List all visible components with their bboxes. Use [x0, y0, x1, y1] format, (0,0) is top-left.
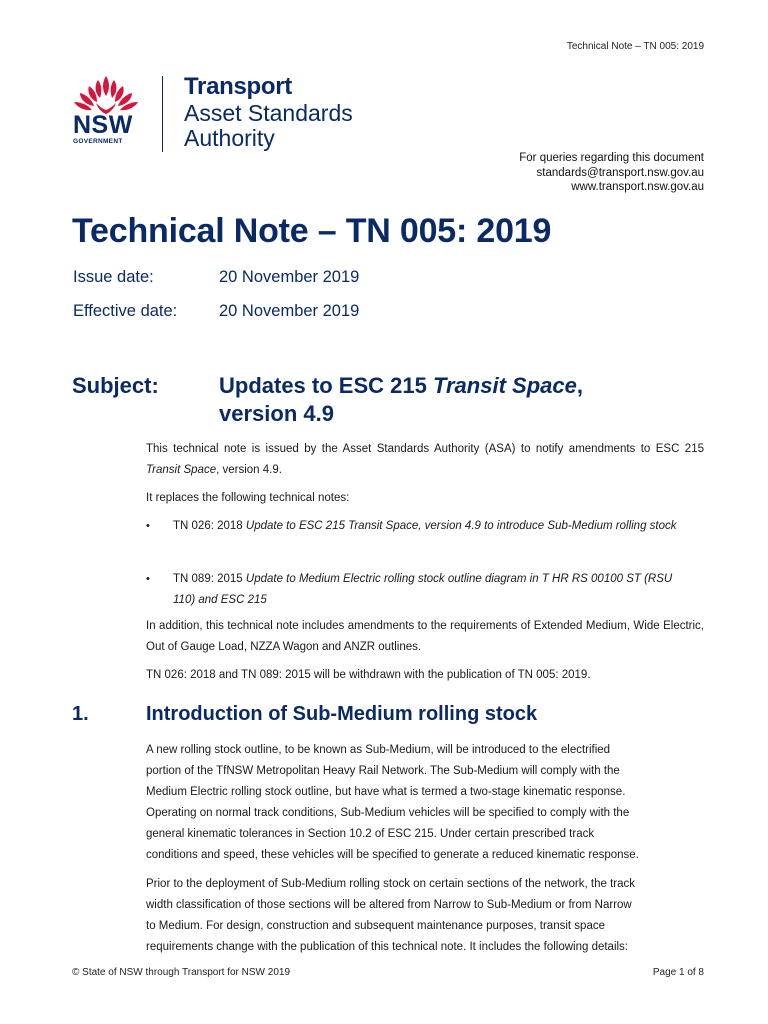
subject-suffix: ,: [576, 373, 583, 398]
effective-date-value: 20 November 2019: [219, 302, 360, 320]
logo-divider: [162, 76, 163, 152]
paragraph-line: Operating on normal track conditions, Sub-Medium vehicles will be specified to comply with the: [146, 807, 630, 819]
bullet-text: [173, 516, 693, 537]
paragraph-line: to Medium. For design, construction and subsequent maintenance purposes, transit space: [146, 920, 605, 932]
bullet-marker: •: [146, 520, 150, 532]
intro-text-a: This technical note is issued by the Asset Standards Authority (ASA) to notify amendments to ESC 215: [146, 443, 704, 455]
intro-paragraph: [146, 439, 704, 481]
intro-text-b: , version 4.9.: [216, 464, 282, 476]
bullet-italic: Update to ESC 215 Transit Space, version 4.9 to introduce Sub-Medium rolling stock: [245, 520, 677, 532]
agency-name-line1: Transport: [184, 73, 292, 100]
subject-prefix: Updates to ESC 215: [219, 373, 433, 398]
agency-name: [184, 73, 353, 151]
issue-date-label: Issue date:: [73, 268, 154, 286]
replaces-paragraph: It replaces the following technical notes:: [146, 492, 350, 504]
effective-date-label: Effective date:: [73, 302, 178, 320]
bullet-plain: TN 026: 2018: [173, 520, 246, 532]
subject-label: Subject:: [72, 373, 159, 398]
waratah-icon: [72, 72, 140, 116]
section-1-paragraph-1: [146, 740, 704, 866]
paragraph-line: A new rolling stock outline, to be known as Sub-Medium, will be introduced to the electrified: [146, 744, 611, 756]
additional-paragraph: In addition, this technical note includes amendments to the requirements of Extended Medium, Wide Electric, Out of Gauge Load, NZZA Wagon and ANZR outlines.: [146, 620, 704, 653]
agency-name-line2: Asset Standards: [184, 100, 353, 126]
paragraph-line: Prior to the deployment of Sub-Medium rolling stock on certain sections of the network, the track: [146, 878, 635, 890]
intro-italic: Transit Space: [146, 464, 217, 476]
agency-name-line3: Authority: [184, 125, 275, 151]
queries-contact: [519, 151, 704, 195]
paragraph-line: portion of the TfNSW Metropolitan Heavy Rail Network. The Sub-Medium will comply with the: [146, 765, 620, 777]
nsw-transport-asa-logo: [72, 72, 372, 152]
subject-text: [219, 372, 699, 428]
withdrawal-paragraph: TN 026: 2018 and TN 089: 2015 will be withdrawn with the publication of TN 005: 2019.: [146, 669, 591, 681]
paragraph-line: width classification of those sections will be altered from Narrow to Sub-Medium or from Narrow: [146, 899, 632, 911]
issue-date-value: 20 November 2019: [219, 268, 360, 286]
paragraph-line: conditions and speed, these vehicles will be specified to generate a reduced kinematic response.: [146, 849, 639, 861]
running-header: Technical Note – TN 005: 2019: [566, 41, 704, 52]
section-title: Introduction of Sub-Medium rolling stock: [146, 703, 538, 725]
government-wordmark: GOVERNMENT: [73, 138, 123, 145]
section-number: 1.: [72, 703, 89, 725]
section-1-paragraph-2: [146, 874, 704, 958]
bullet-italic: Update to Medium Electric rolling stock outline diagram in T HR RS 00100 ST (RSU 110) and ESC 215: [173, 573, 673, 606]
footer-copyright: © State of NSW through Transport for NSW 2019: [72, 967, 291, 978]
paragraph-line: requirements change with the publication of this technical note. It includes the following details:: [146, 941, 629, 953]
bullet-marker: •: [146, 573, 150, 585]
footer-page-number: Page 1 of 8: [652, 967, 704, 978]
queries-email[interactable]: standards@transport.nsw.gov.au: [536, 166, 704, 179]
bullet-plain: TN 089: 2015: [173, 573, 246, 585]
document-title: Technical Note – TN 005: 2019: [72, 212, 552, 250]
nsw-wordmark: NSW: [73, 111, 133, 139]
subject-italic: Transit Space: [432, 373, 577, 398]
paragraph-line: general kinematic tolerances in Section 10.2 of ESC 215. Under certain prescribed track: [146, 828, 595, 840]
queries-website[interactable]: www.transport.nsw.gov.au: [571, 181, 704, 193]
bullet-text: [173, 569, 693, 611]
queries-label: For queries regarding this document: [519, 152, 704, 164]
subject-line2: version 4.9: [219, 401, 334, 426]
paragraph-line: Medium Electric rolling stock outline, but have what is termed a two-stage kinematic response.: [146, 786, 626, 798]
